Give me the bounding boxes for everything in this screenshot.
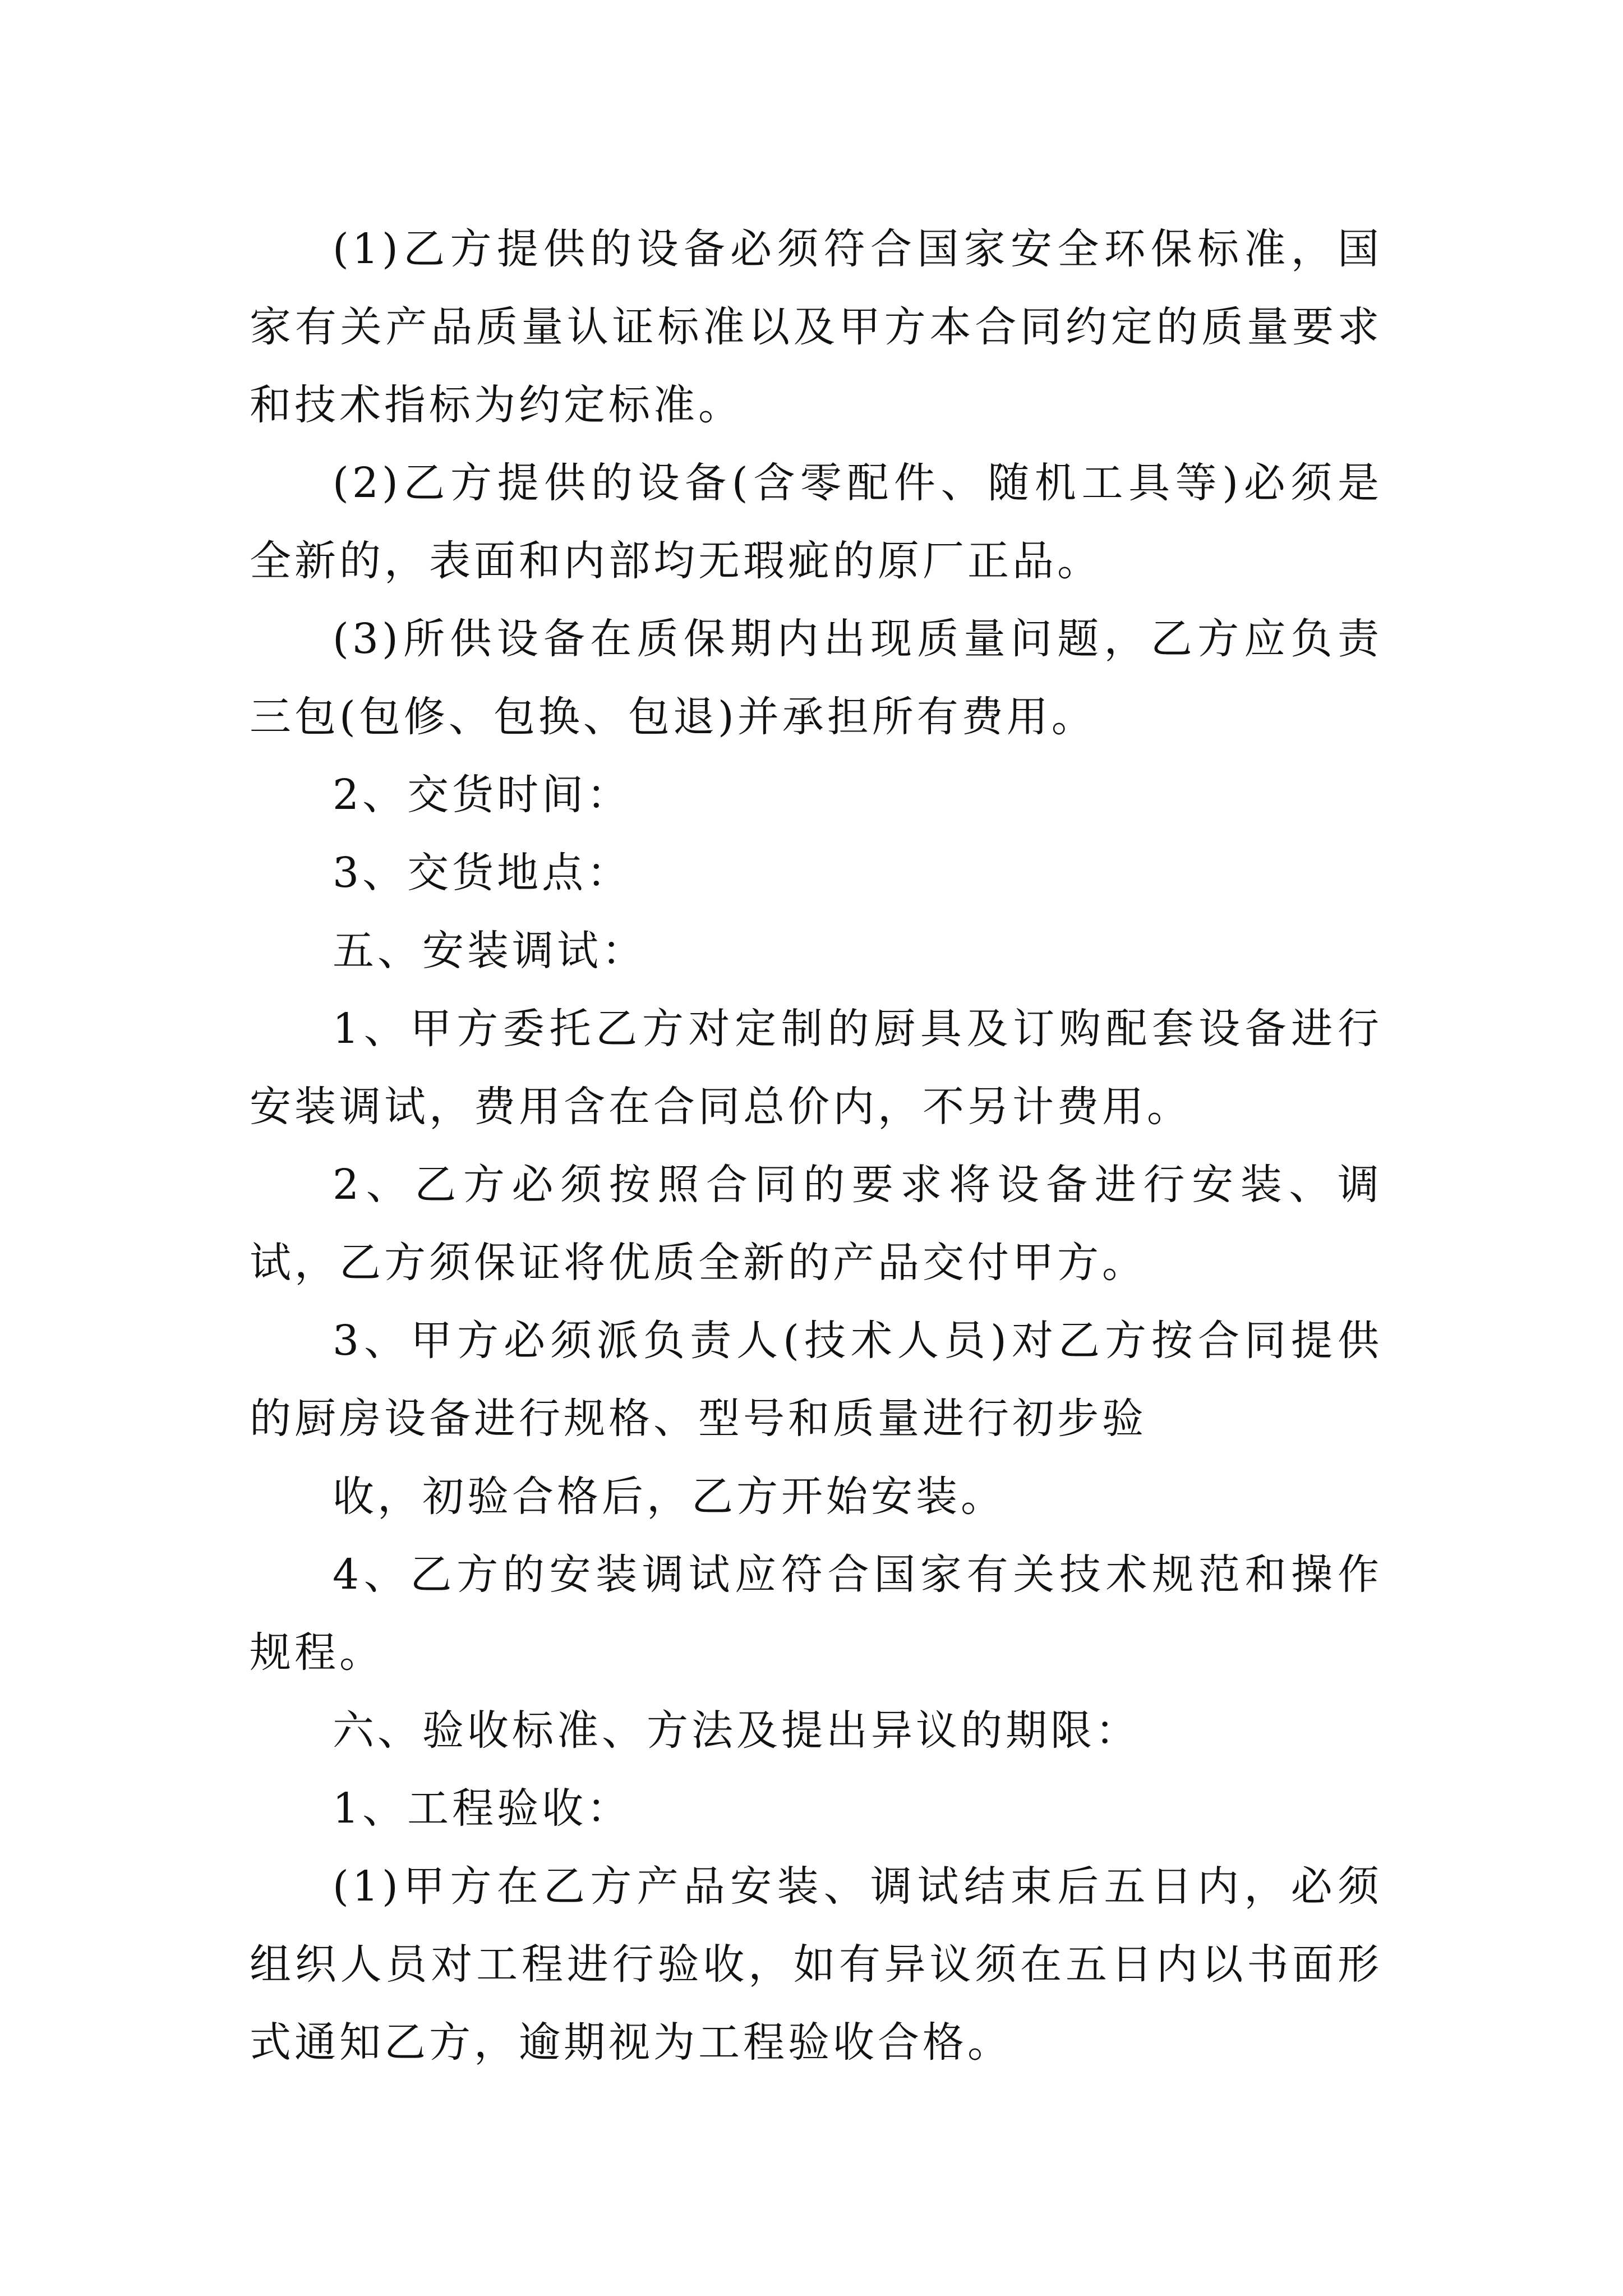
paragraph-delivery-location: 3、交货地点： — [333, 849, 632, 897]
paragraph-delivery-time: 2、交货时间： — [333, 771, 632, 819]
paragraph-quality-standard: (1)乙方提供的设备必须符合国家安全环保标准，国家有关产品质量认证标准以及甲方本合同约定的质量要求和技术指标为约定标准。 — [250, 225, 1382, 429]
paragraph-project-acceptance: 1、工程验收： — [333, 1784, 632, 1833]
section-heading-acceptance: 六、验收标准、方法及提出异议的期限： — [333, 1706, 1140, 1755]
paragraph-inspection-continued: 收，初验合格后，乙方开始安装。 — [333, 1473, 1006, 1521]
paragraph-new-equipment: (2)乙方提供的设备(含零配件、随机工具等)必须是全新的，表面和内部均无瑕疵的原厂正品。 — [250, 459, 1382, 585]
paragraph-inspection: 3、甲方必须派负责人(技术人员)对乙方按合同提供的厨房设备进行规格、型号和质量进行初步验 — [250, 1317, 1382, 1443]
paragraph-technical-specs: 4、乙方的安装调试应符合国家有关技术规范和操作规程。 — [250, 1550, 1382, 1677]
document-body — [250, 210, 1382, 2082]
paragraph-installation-requirements: 2、乙方必须按照合同的要求将设备进行安装、调试，乙方须保证将优质全新的产品交付甲方。 — [250, 1161, 1382, 1287]
paragraph-acceptance-procedure: (1)甲方在乙方产品安装、调试结束后五日内，必须组织人员对工程进行验收，如有异议须在五日内以书面形式通知乙方，逾期视为工程验收合格。 — [250, 1862, 1382, 2067]
paragraph-warranty: (3)所供设备在质保期内出现质量问题，乙方应负责三包(包修、包换、包退)并承担所有费用。 — [250, 615, 1382, 741]
section-heading-installation: 五、安装调试： — [333, 927, 647, 975]
paragraph-installation-commission: 1、甲方委托乙方对定制的厨具及订购配套设备进行安装调试，费用含在合同总价内，不另计费用。 — [250, 1005, 1382, 1131]
